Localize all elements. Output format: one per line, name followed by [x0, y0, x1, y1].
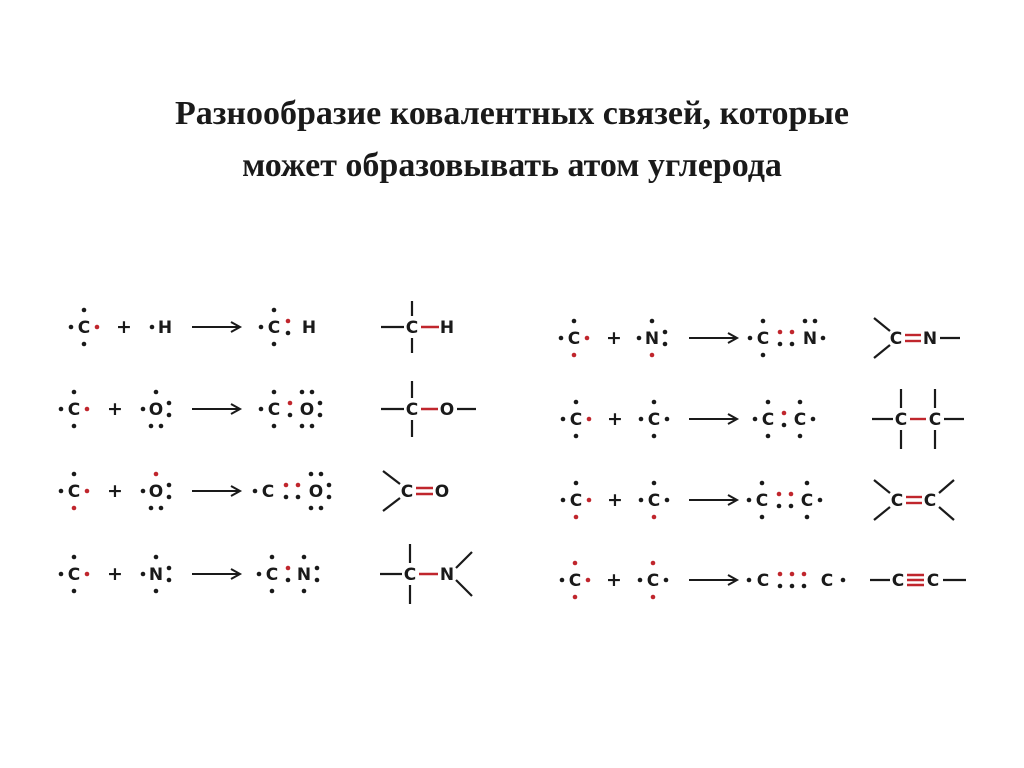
electron-dot	[747, 578, 752, 583]
electron-dot	[652, 515, 657, 520]
atom-n: N	[148, 565, 164, 585]
plus-sign: +	[107, 480, 123, 502]
electron-dot	[72, 424, 77, 429]
electron-dot	[761, 353, 766, 358]
atom-c: C	[67, 482, 81, 502]
electron-dot	[650, 319, 655, 324]
bond-line	[939, 480, 954, 493]
atom-c: C	[67, 400, 81, 420]
bond-line	[874, 480, 890, 493]
electron-dot	[778, 342, 783, 347]
atom-n: N	[644, 329, 660, 349]
electron-dot	[149, 424, 154, 429]
electron-dot	[141, 407, 146, 412]
bond-line	[456, 580, 472, 596]
electron-dot	[777, 504, 782, 509]
electron-dot	[760, 515, 765, 520]
plus-sign: +	[116, 316, 132, 338]
electron-dot	[651, 561, 656, 566]
atom-c: C	[926, 571, 940, 591]
electron-dot	[272, 308, 277, 313]
atom-c: C	[403, 565, 417, 585]
electron-dot	[747, 498, 752, 503]
atom-c: C	[891, 571, 905, 591]
electron-dot	[309, 472, 314, 477]
electron-dot	[663, 330, 668, 335]
electron-dot	[300, 424, 305, 429]
electron-dot	[802, 572, 807, 577]
electron-dot	[85, 489, 90, 494]
electron-dot	[85, 407, 90, 412]
atom-o: O	[434, 482, 450, 502]
electron-dot	[811, 417, 816, 422]
electron-dot	[761, 319, 766, 324]
electron-dot	[818, 498, 823, 503]
bond-line	[383, 498, 400, 511]
atom-c: C	[265, 565, 279, 585]
electron-dot	[638, 578, 643, 583]
electron-dot	[167, 495, 172, 500]
electron-dot	[286, 566, 291, 571]
electron-dot	[318, 413, 323, 418]
electron-dot	[154, 390, 159, 395]
electron-dot	[286, 578, 291, 583]
electron-dot	[587, 498, 592, 503]
atom-c: C	[820, 571, 834, 591]
electron-dot	[72, 390, 77, 395]
atom-o: O	[299, 400, 315, 420]
electron-dot	[777, 492, 782, 497]
electron-dot	[82, 308, 87, 313]
electron-dot	[272, 342, 277, 347]
electron-dot	[327, 483, 332, 488]
atom-c: C	[569, 491, 583, 511]
electron-dot	[327, 495, 332, 500]
electron-dot	[805, 515, 810, 520]
electron-dot	[141, 572, 146, 577]
electron-dot	[652, 481, 657, 486]
atom-c: C	[894, 410, 908, 430]
plus-sign: +	[607, 489, 623, 511]
electron-dot	[813, 319, 818, 324]
atom-h: H	[301, 318, 317, 338]
electron-dot	[300, 390, 305, 395]
electron-dot	[59, 572, 64, 577]
atom-o: O	[308, 482, 324, 502]
electron-dot	[663, 342, 668, 347]
electron-dot	[778, 330, 783, 335]
electron-dot	[315, 566, 320, 571]
electron-dot	[154, 555, 159, 560]
bond-line	[874, 345, 890, 358]
atom-c: C	[793, 410, 807, 430]
atom-c: C	[405, 400, 419, 420]
atom-c: C	[646, 571, 660, 591]
electron-dot	[760, 481, 765, 486]
bond-line	[383, 471, 400, 484]
electron-dot	[753, 417, 758, 422]
bond-line	[456, 552, 472, 568]
electron-dot	[257, 572, 262, 577]
electron-dot	[72, 555, 77, 560]
atom-c: C	[800, 491, 814, 511]
electron-dot	[782, 411, 787, 416]
electron-dot	[561, 417, 566, 422]
electron-dot	[559, 336, 564, 341]
atom-c: C	[77, 318, 91, 338]
atom-c: C	[647, 491, 661, 511]
atom-c: C	[267, 400, 281, 420]
electron-dot	[766, 434, 771, 439]
bond-line	[874, 507, 890, 520]
electron-dot	[141, 489, 146, 494]
electron-dot	[748, 336, 753, 341]
atom-c: C	[568, 571, 582, 591]
electron-dot	[318, 401, 323, 406]
atom-n: N	[922, 329, 938, 349]
electron-dot	[272, 424, 277, 429]
electron-dot	[288, 413, 293, 418]
atom-o: O	[439, 400, 455, 420]
electron-dot	[72, 472, 77, 477]
electron-dot	[651, 595, 656, 600]
electron-dot	[270, 589, 275, 594]
electron-dot	[650, 353, 655, 358]
electron-dot	[573, 561, 578, 566]
electron-dot	[296, 483, 301, 488]
plus-sign: +	[107, 398, 123, 420]
electron-dot	[782, 423, 787, 428]
electron-dot	[310, 424, 315, 429]
atom-c: C	[567, 329, 581, 349]
atom-c: C	[405, 318, 419, 338]
electron-dot	[259, 407, 264, 412]
electron-dot	[302, 555, 307, 560]
electron-dot	[587, 417, 592, 422]
electron-dot	[302, 589, 307, 594]
electron-dot	[652, 400, 657, 405]
electron-dot	[167, 483, 172, 488]
electron-dot	[59, 407, 64, 412]
atom-c: C	[756, 329, 770, 349]
electron-dot	[798, 434, 803, 439]
bond-line	[939, 507, 954, 520]
electron-dot	[574, 434, 579, 439]
electron-dot	[805, 481, 810, 486]
electron-dot	[82, 342, 87, 347]
electron-dot	[296, 495, 301, 500]
atom-o: O	[148, 400, 164, 420]
electron-dot	[574, 481, 579, 486]
electron-dot	[573, 595, 578, 600]
electron-dot	[574, 400, 579, 405]
electron-dot	[665, 498, 670, 503]
atom-c: C	[267, 318, 281, 338]
atom-c: C	[890, 491, 904, 511]
atom-c: C	[400, 482, 414, 502]
electron-dot	[270, 555, 275, 560]
electron-dot	[586, 578, 591, 583]
electron-dot	[72, 506, 77, 511]
electron-dot	[272, 390, 277, 395]
electron-dot	[572, 353, 577, 358]
electron-dot	[284, 483, 289, 488]
electron-dot	[286, 319, 291, 324]
atom-c: C	[928, 410, 942, 430]
electron-dot	[259, 325, 264, 330]
electron-dot	[778, 572, 783, 577]
electron-dot	[167, 413, 172, 418]
electron-dot	[286, 331, 291, 336]
electron-dot	[69, 325, 74, 330]
electron-dot	[319, 472, 324, 477]
electron-dot	[167, 578, 172, 583]
electron-dot	[821, 336, 826, 341]
atom-c: C	[889, 329, 903, 349]
electron-dot	[637, 336, 642, 341]
electron-dot	[790, 342, 795, 347]
electron-dot	[319, 506, 324, 511]
electron-dot	[639, 498, 644, 503]
electron-dot	[154, 589, 159, 594]
electron-dot	[798, 400, 803, 405]
title-line-2: может образовывать атом углерода	[242, 147, 782, 184]
electron-dot	[59, 489, 64, 494]
atom-c: C	[761, 410, 775, 430]
atom-c: C	[755, 491, 769, 511]
electron-dot	[841, 578, 846, 583]
atom-h: H	[157, 318, 173, 338]
electron-dot	[802, 584, 807, 589]
atom-n: N	[439, 565, 455, 585]
electron-dot	[585, 336, 590, 341]
electron-dot	[95, 325, 100, 330]
atom-c: C	[923, 491, 937, 511]
electron-dot	[159, 424, 164, 429]
electron-dot	[561, 498, 566, 503]
electron-dot	[652, 434, 657, 439]
plus-sign: +	[606, 569, 622, 591]
electron-dot	[778, 584, 783, 589]
electron-dot	[253, 489, 258, 494]
electron-dot	[572, 319, 577, 324]
atom-o: O	[148, 482, 164, 502]
electron-dot	[288, 401, 293, 406]
atom-n: N	[802, 329, 818, 349]
atom-c: C	[647, 410, 661, 430]
electron-dot	[803, 319, 808, 324]
electron-dot	[310, 390, 315, 395]
plus-sign: +	[607, 408, 623, 430]
electron-dot	[790, 584, 795, 589]
electron-dot	[789, 504, 794, 509]
atom-c: C	[261, 482, 275, 502]
title-line-1: Разнообразие ковалентных связей, которые	[174, 95, 850, 132]
electron-dot	[167, 401, 172, 406]
atom-c: C	[756, 571, 770, 591]
electron-dot	[167, 566, 172, 571]
electron-dot	[665, 417, 670, 422]
electron-dot	[149, 506, 154, 511]
electron-dot	[766, 400, 771, 405]
electron-dot	[72, 589, 77, 594]
electron-dot	[664, 578, 669, 583]
electron-dot	[284, 495, 289, 500]
electron-dot	[790, 572, 795, 577]
electron-dot	[315, 578, 320, 583]
plus-sign: +	[107, 563, 123, 585]
electron-dot	[159, 506, 164, 511]
electron-dot	[85, 572, 90, 577]
electron-dot	[560, 578, 565, 583]
electron-dot	[154, 472, 159, 477]
electron-dot	[574, 515, 579, 520]
atom-h: H	[439, 318, 455, 338]
atom-n: N	[296, 565, 312, 585]
atom-c: C	[569, 410, 583, 430]
electron-dot	[639, 417, 644, 422]
plus-sign: +	[606, 327, 622, 349]
bond-line	[874, 318, 890, 331]
atom-c: C	[67, 565, 81, 585]
electron-dot	[790, 330, 795, 335]
electron-dot	[309, 506, 314, 511]
electron-dot	[789, 492, 794, 497]
electron-dot	[150, 325, 155, 330]
